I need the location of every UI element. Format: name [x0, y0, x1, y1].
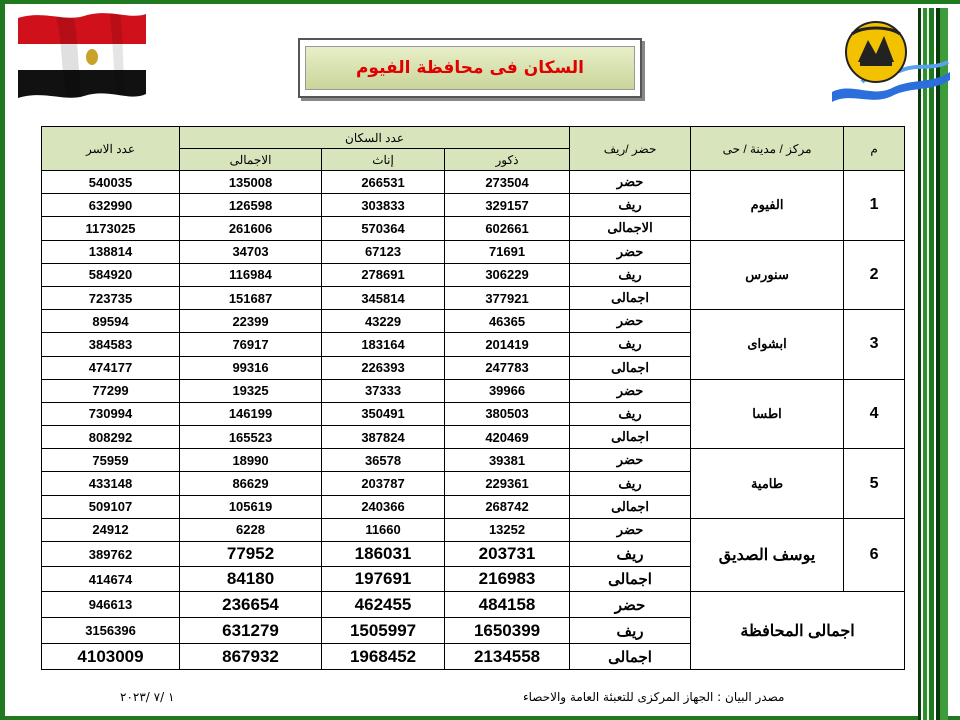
- females-cell: 462455: [322, 592, 445, 618]
- households-cell: 730994: [42, 402, 180, 425]
- households-cell: 138814: [42, 240, 180, 263]
- type-cell: اجمالى: [570, 286, 691, 309]
- type-cell: اجمالى: [570, 495, 691, 518]
- males-cell: 216983: [445, 567, 570, 592]
- households-cell: 4103009: [42, 644, 180, 670]
- males-cell: 420469: [445, 426, 570, 449]
- population-table: [41, 126, 905, 670]
- females-cell: 266531: [322, 171, 445, 194]
- title-box: [298, 38, 642, 98]
- type-cell: ريف: [570, 263, 691, 286]
- type-cell: حضر: [570, 310, 691, 333]
- row-index: 6: [844, 518, 905, 591]
- type-cell: حضر: [570, 240, 691, 263]
- type-cell: حضر: [570, 449, 691, 472]
- households-cell: 89594: [42, 310, 180, 333]
- households-cell: 632990: [42, 194, 180, 217]
- total-cell: 126598: [180, 194, 322, 217]
- females-cell: 183164: [322, 333, 445, 356]
- males-cell: 247783: [445, 356, 570, 379]
- total-cell: 99316: [180, 356, 322, 379]
- males-cell: 229361: [445, 472, 570, 495]
- households-cell: 24912: [42, 518, 180, 541]
- table-row: [42, 518, 905, 541]
- total-cell: 151687: [180, 286, 322, 309]
- district-name: ابشواى: [691, 310, 844, 380]
- households-cell: 384583: [42, 333, 180, 356]
- total-cell: 77952: [180, 542, 322, 567]
- type-cell: حضر: [570, 379, 691, 402]
- col-header-population: عدد السكان: [180, 127, 570, 149]
- males-cell: 201419: [445, 333, 570, 356]
- type-cell: ريف: [570, 542, 691, 567]
- females-cell: 1505997: [322, 618, 445, 644]
- total-cell: 165523: [180, 426, 322, 449]
- total-cell: 146199: [180, 402, 322, 425]
- type-cell: الاجمالى: [570, 217, 691, 240]
- households-cell: 723735: [42, 286, 180, 309]
- total-cell: 261606: [180, 217, 322, 240]
- males-cell: 39381: [445, 449, 570, 472]
- total-cell: 105619: [180, 495, 322, 518]
- table-row: [42, 449, 905, 472]
- males-cell: 306229: [445, 263, 570, 286]
- row-index: 4: [844, 379, 905, 449]
- row-index: 1: [844, 171, 905, 241]
- header-row-1: [42, 127, 905, 149]
- males-cell: 380503: [445, 402, 570, 425]
- males-cell: 602661: [445, 217, 570, 240]
- males-cell: 268742: [445, 495, 570, 518]
- females-cell: 11660: [322, 518, 445, 541]
- table-row: [42, 592, 905, 618]
- total-cell: 22399: [180, 310, 322, 333]
- females-cell: 197691: [322, 567, 445, 592]
- row-index: 2: [844, 240, 905, 310]
- females-cell: 278691: [322, 263, 445, 286]
- total-cell: 631279: [180, 618, 322, 644]
- type-cell: اجمالى: [570, 426, 691, 449]
- households-cell: 540035: [42, 171, 180, 194]
- bottom-border: [0, 716, 960, 720]
- females-cell: 186031: [322, 542, 445, 567]
- males-cell: 203731: [445, 542, 570, 567]
- females-cell: 37333: [322, 379, 445, 402]
- males-cell: 377921: [445, 286, 570, 309]
- females-cell: 226393: [322, 356, 445, 379]
- females-cell: 350491: [322, 402, 445, 425]
- table-row: [42, 379, 905, 402]
- table-row: [42, 310, 905, 333]
- total-cell: 116984: [180, 263, 322, 286]
- households-cell: 75959: [42, 449, 180, 472]
- col-header-m: م: [844, 127, 905, 171]
- females-cell: 67123: [322, 240, 445, 263]
- col-header-females: إناث: [322, 149, 445, 171]
- households-cell: 3156396: [42, 618, 180, 644]
- females-cell: 1968452: [322, 644, 445, 670]
- females-cell: 303833: [322, 194, 445, 217]
- females-cell: 240366: [322, 495, 445, 518]
- type-cell: ريف: [570, 402, 691, 425]
- households-cell: 584920: [42, 263, 180, 286]
- total-cell: 135008: [180, 171, 322, 194]
- type-cell: اجمالى: [570, 567, 691, 592]
- males-cell: 1650399: [445, 618, 570, 644]
- total-cell: 84180: [180, 567, 322, 592]
- type-cell: حضر: [570, 592, 691, 618]
- type-cell: اجمالى: [570, 356, 691, 379]
- district-name: طامية: [691, 449, 844, 519]
- households-cell: 808292: [42, 426, 180, 449]
- type-cell: حضر: [570, 171, 691, 194]
- col-header-total: الاجمالى: [180, 149, 322, 171]
- district-name: سنورس: [691, 240, 844, 310]
- females-cell: 345814: [322, 286, 445, 309]
- females-cell: 43229: [322, 310, 445, 333]
- males-cell: 484158: [445, 592, 570, 618]
- total-cell: 867932: [180, 644, 322, 670]
- households-cell: 389762: [42, 542, 180, 567]
- total-cell: 34703: [180, 240, 322, 263]
- females-cell: 203787: [322, 472, 445, 495]
- type-cell: ريف: [570, 194, 691, 217]
- district-name: اجمالى المحافظة: [691, 592, 905, 670]
- males-cell: 71691: [445, 240, 570, 263]
- total-cell: 76917: [180, 333, 322, 356]
- females-cell: 387824: [322, 426, 445, 449]
- males-cell: 39966: [445, 379, 570, 402]
- females-cell: 570364: [322, 217, 445, 240]
- households-cell: 946613: [42, 592, 180, 618]
- page-title: السكان فى محافظة الفيوم: [305, 46, 635, 90]
- households-cell: 433148: [42, 472, 180, 495]
- district-name: الفيوم: [691, 171, 844, 241]
- col-header-males: ذكور: [445, 149, 570, 171]
- col-header-type: حضر /ريف: [570, 127, 691, 171]
- males-cell: 2134558: [445, 644, 570, 670]
- decorative-side-stripes: [918, 8, 948, 720]
- total-cell: 236654: [180, 592, 322, 618]
- date-note: ١ /٧ /٢٠٢٣: [120, 690, 175, 704]
- governorate-logo-icon: [832, 12, 950, 104]
- type-cell: ريف: [570, 472, 691, 495]
- total-cell: 6228: [180, 518, 322, 541]
- table-row: [42, 240, 905, 263]
- district-name: يوسف الصديق: [691, 518, 844, 591]
- type-cell: حضر: [570, 518, 691, 541]
- households-cell: 509107: [42, 495, 180, 518]
- source-note: مصدر البيان : الجهاز المركزى للتعبئة العامة والاحصاء: [523, 690, 785, 704]
- district-name: اطسا: [691, 379, 844, 449]
- left-border: [0, 0, 5, 720]
- households-cell: 414674: [42, 567, 180, 592]
- households-cell: 77299: [42, 379, 180, 402]
- col-header-households: عدد الاسر: [42, 127, 180, 171]
- type-cell: اجمالى: [570, 644, 691, 670]
- males-cell: 46365: [445, 310, 570, 333]
- egypt-flag-icon: [14, 10, 150, 102]
- households-cell: 1173025: [42, 217, 180, 240]
- total-cell: 18990: [180, 449, 322, 472]
- households-cell: 474177: [42, 356, 180, 379]
- males-cell: 13252: [445, 518, 570, 541]
- col-header-district: مركز / مدينة / حى: [691, 127, 844, 171]
- total-cell: 19325: [180, 379, 322, 402]
- type-cell: ريف: [570, 333, 691, 356]
- females-cell: 36578: [322, 449, 445, 472]
- row-index: 5: [844, 449, 905, 519]
- type-cell: ريف: [570, 618, 691, 644]
- row-index: 3: [844, 310, 905, 380]
- top-border: [0, 0, 960, 4]
- table-row: [42, 171, 905, 194]
- total-cell: 86629: [180, 472, 322, 495]
- males-cell: 273504: [445, 171, 570, 194]
- males-cell: 329157: [445, 194, 570, 217]
